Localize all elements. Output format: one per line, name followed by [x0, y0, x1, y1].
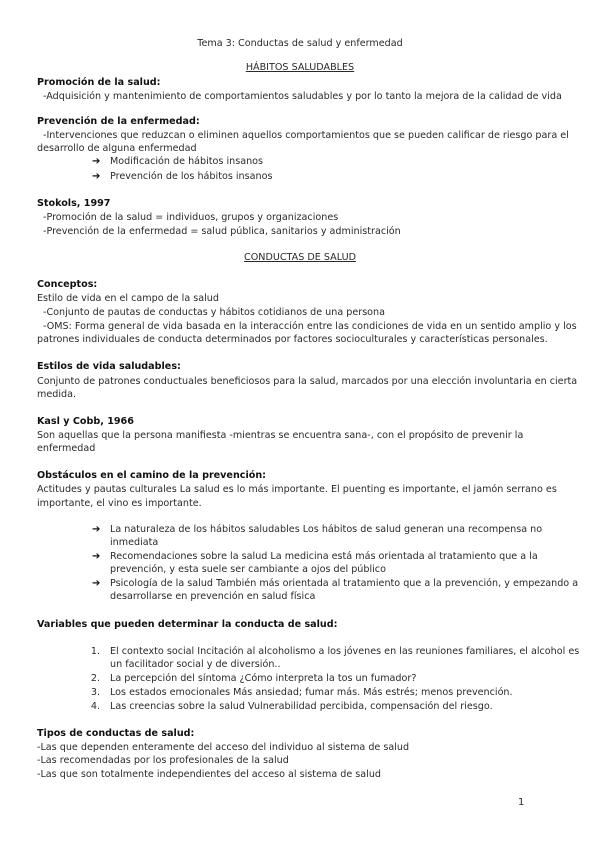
- bullet-obstaculos-2-line1: Recomendaciones sobre la salud La medicina está más orientada al tratamiento que a la: [110, 551, 538, 562]
- text-obstaculos-line1: Actitudes y pautas culturales La salud es lo más importante. El puenting es importante, el jamón serrano es: [37, 484, 557, 495]
- arrow-bullet-icon: ➔: [92, 171, 101, 182]
- list-number: 4.: [90, 701, 100, 712]
- text-conceptos-line3: -OMS: Forma general de vida basada en la interacción entre las condiciones de vida en un sentido amplio y los: [43, 321, 577, 332]
- variable-item-3: Los estados emocionales Más ansiedad; fumar más. Más estrés; menos prevención.: [110, 687, 513, 698]
- text-tipos-line3: -Las que son totalmente independientes del acceso al sistema de salud: [37, 769, 381, 780]
- text-prevencion-line1: -Intervenciones que reduzcan o eliminen aquellos comportamientos que se pueden calificar de riesgo para el: [43, 130, 569, 141]
- heading-tipos: Tipos de conductas de salud:: [37, 728, 195, 739]
- heading-promocion: Promoción de la salud:: [37, 77, 161, 88]
- bullet-prevencion-2: Prevención de los hábitos insanos: [110, 171, 273, 182]
- page-number: 1: [518, 797, 525, 808]
- text-kasl-line2: enfermedad: [37, 443, 96, 454]
- text-stokols-line1: -Promoción de la salud = individuos, grupos y organizaciones: [43, 212, 339, 223]
- arrow-bullet-icon: ➔: [92, 156, 101, 167]
- text-estilos-line1: Conjunto de patrones conductuales beneficiosos para la salud, marcados por una elección involuntaria en cierta: [37, 376, 578, 387]
- text-tipos-line2: -Las recomendadas por los profesionales de la salud: [37, 755, 289, 766]
- heading-estilos: Estilos de vida saludables:: [37, 361, 181, 372]
- bullet-obstaculos-1-line2: inmediata: [110, 537, 159, 548]
- text-kasl-line1: Son aquellas que la persona manifiesta -mientras se encuentra sana-, con el propósito de prevenir la: [37, 430, 524, 441]
- variable-item-4: Las creencias sobre la salud Vulnerabilidad percibida, compensación del riesgo.: [110, 701, 493, 712]
- heading-obstaculos: Obstáculos en el camino de la prevención:: [37, 470, 267, 481]
- text-tipos-line1: -Las que dependen enteramente del acceso del individuo al sistema de salud: [37, 742, 410, 753]
- variable-item-2: La percepción del síntoma ¿Cómo interpreta la tos un fumador?: [110, 673, 417, 684]
- bullet-obstaculos-3-line1: Psicología de la salud También más orientada al tratamiento que a la prevención, y empezando a: [110, 578, 579, 589]
- bullet-obstaculos-3-line2: desarrollarse en prevención en salud física: [110, 591, 316, 602]
- heading-stokols: Stokols, 1997: [37, 198, 111, 209]
- bullet-prevencion-1: Modificación de hábitos insanos: [110, 156, 264, 167]
- text-prevencion-line2: desarrollo de alguna enfermedad: [37, 143, 197, 154]
- heading-conceptos: Conceptos:: [37, 279, 98, 290]
- text-estilos-line2: medida.: [37, 389, 77, 400]
- variable-item-1-line2: un facilitador social y de diversión..: [110, 659, 281, 670]
- text-conceptos-line1: Estilo de vida en el campo de la salud: [37, 293, 219, 304]
- variable-item-1-line1: El contexto social Incitación al alcoholismo a los jóvenes en las reuniones familiares, el alcohol es: [110, 646, 580, 657]
- text-conceptos-line2: -Conjunto de pautas de conductas y hábitos cotidianos de una persona: [43, 307, 386, 318]
- section-heading-habitos: HÁBITOS SALUDABLES: [245, 62, 355, 73]
- section-heading-conductas: CONDUCTAS DE SALUD: [244, 252, 356, 263]
- text-promocion: -Adquisición y mantenimiento de comportamientos saludables y por lo tanto la mejora de la calidad de vida: [43, 91, 562, 102]
- heading-variables: Variables que pueden determinar la conducta de salud:: [37, 619, 338, 630]
- arrow-bullet-icon: ➔: [92, 524, 101, 535]
- heading-prevencion: Prevención de la enfermedad:: [37, 116, 200, 127]
- text-obstaculos-line2: importante, el vino es importante.: [37, 498, 202, 509]
- text-stokols-line2: -Prevención de la enfermedad = salud pública, sanitarios y administración: [43, 226, 401, 237]
- bullet-obstaculos-1-line1: La naturaleza de los hábitos saludables Los hábitos de salud generan una recompensa no: [110, 524, 543, 535]
- text-conceptos-line4: patrones individuales de conducta determinados por factores socioculturales y características personales.: [37, 334, 548, 345]
- arrow-bullet-icon: ➔: [92, 551, 101, 562]
- arrow-bullet-icon: ➔: [92, 578, 101, 589]
- list-number: 1.: [90, 646, 100, 657]
- list-number: 3.: [90, 687, 100, 698]
- bullet-obstaculos-2-line2: prevención, y esta suele ser cambiante a ojos del público: [110, 564, 386, 575]
- document-title: Tema 3: Conductas de salud y enfermedad: [197, 38, 403, 49]
- list-number: 2.: [90, 673, 100, 684]
- heading-kasl: Kasl y Cobb, 1966: [37, 416, 134, 427]
